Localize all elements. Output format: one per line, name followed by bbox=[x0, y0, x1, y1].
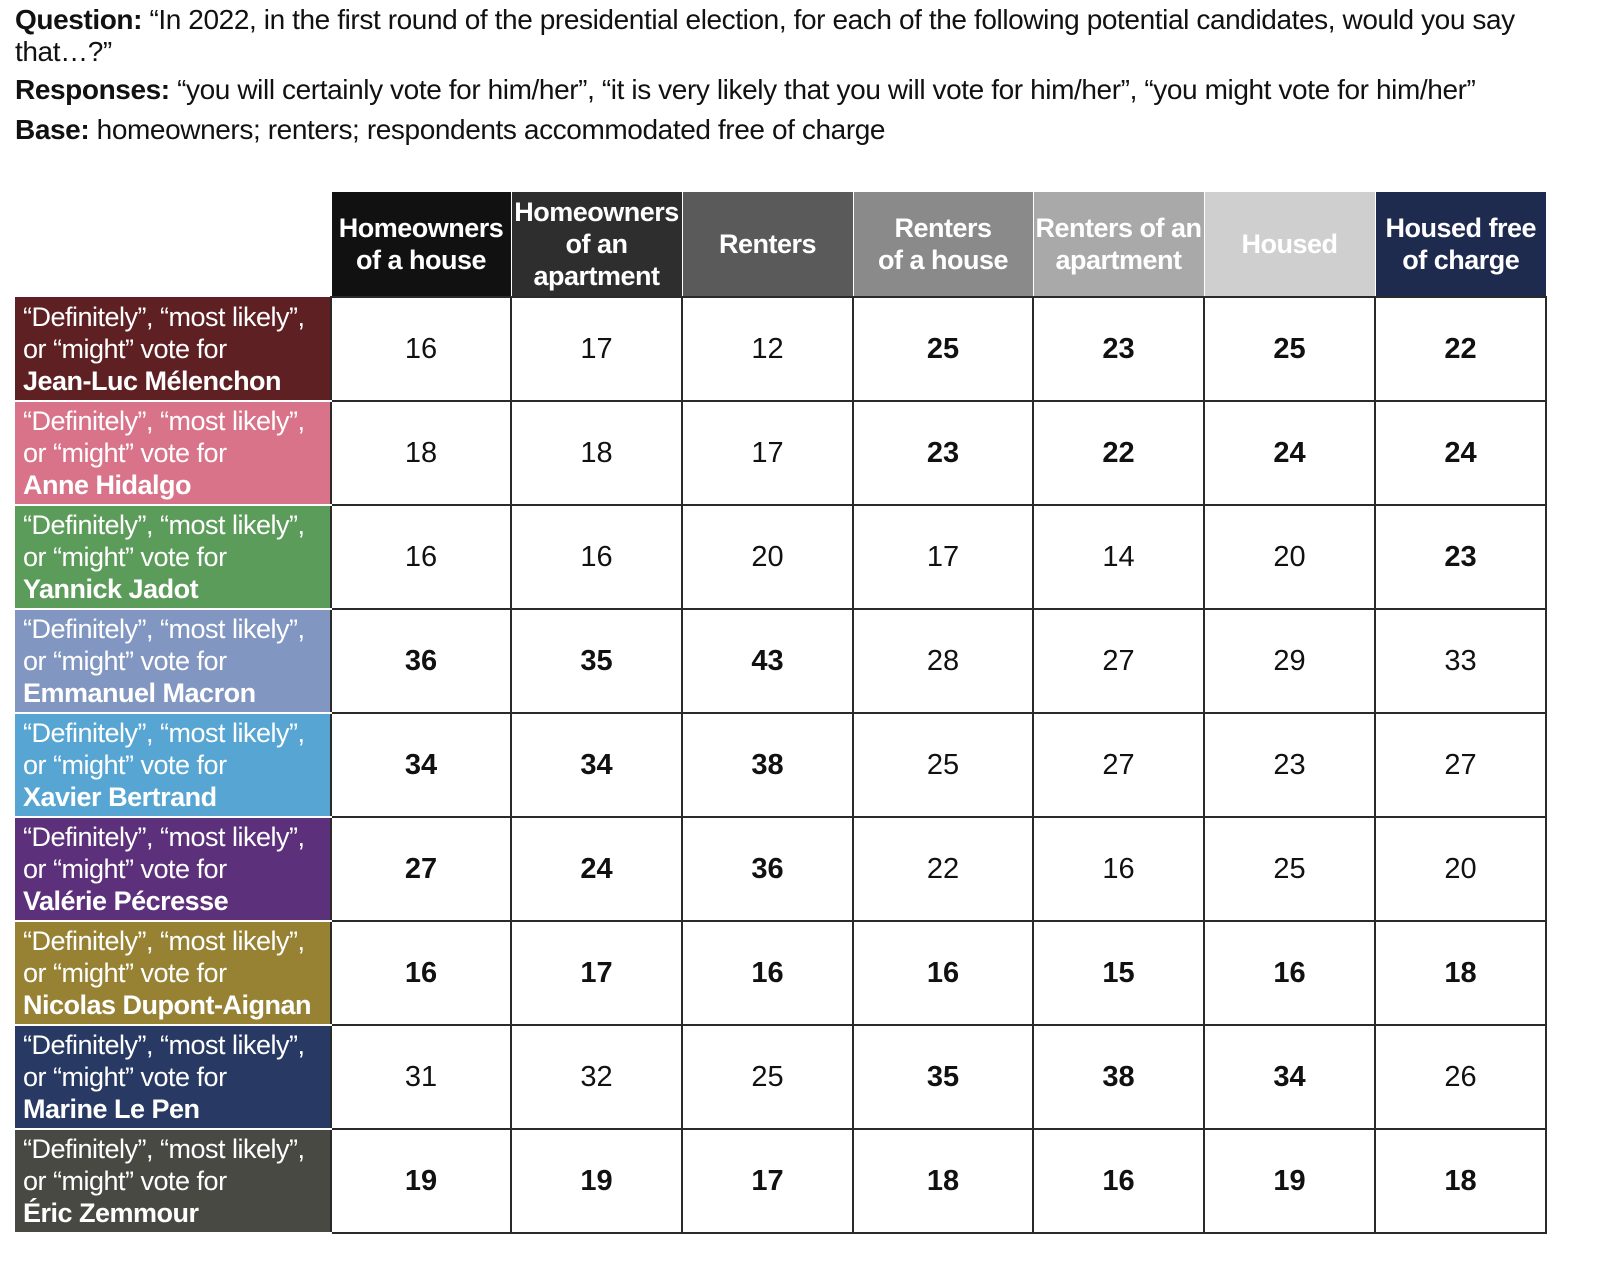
row-label-prefix-2: or “might” vote for bbox=[23, 1062, 227, 1092]
value-cell: 17 bbox=[682, 1129, 853, 1233]
value-cell: 38 bbox=[1033, 1025, 1204, 1129]
column-header-line: of a house bbox=[877, 245, 1008, 275]
column-header-line: Homeowners bbox=[514, 197, 679, 227]
column-header bbox=[853, 192, 1033, 297]
value-cell: 16 bbox=[1033, 1129, 1204, 1233]
table-row bbox=[15, 713, 1546, 817]
row-label bbox=[15, 921, 331, 1025]
value-cell: 16 bbox=[853, 921, 1033, 1025]
value-cell: 27 bbox=[1033, 713, 1204, 817]
table-row bbox=[15, 1129, 1546, 1233]
column-header-line: Renters bbox=[718, 229, 817, 259]
value-cell: 27 bbox=[1375, 713, 1546, 817]
value-cell: 16 bbox=[331, 505, 511, 609]
row-label bbox=[15, 1129, 331, 1233]
column-header bbox=[331, 192, 511, 297]
row-label-prefix-1: “Definitely”, “most likely”, bbox=[23, 406, 305, 436]
row-label-prefix-1: “Definitely”, “most likely”, bbox=[23, 510, 305, 540]
row-label-prefix-1: “Definitely”, “most likely”, bbox=[23, 614, 305, 644]
value-cell: 23 bbox=[1033, 297, 1204, 401]
column-header-line: Homeowners bbox=[338, 213, 504, 243]
column-header bbox=[1033, 192, 1204, 297]
value-cell: 27 bbox=[331, 817, 511, 921]
value-cell: 31 bbox=[331, 1025, 511, 1129]
value-cell: 25 bbox=[853, 297, 1033, 401]
value-cell: 17 bbox=[853, 505, 1033, 609]
row-label-prefix-1: “Definitely”, “most likely”, bbox=[23, 1134, 305, 1164]
value-cell: 38 bbox=[682, 713, 853, 817]
row-label-prefix-2: or “might” vote for bbox=[23, 854, 227, 884]
responses-text: “you will certainly vote for him/her”, “it is very likely that you will vote for him/her”, “you might vote for him/her” bbox=[177, 74, 1476, 105]
value-cell: 19 bbox=[511, 1129, 682, 1233]
value-cell: 16 bbox=[331, 921, 511, 1025]
candidate-name: Nicolas Dupont-Aignan bbox=[23, 990, 311, 1020]
column-header-line: of charge bbox=[1402, 245, 1520, 275]
value-cell: 43 bbox=[682, 609, 853, 713]
value-cell: 19 bbox=[331, 1129, 511, 1233]
value-cell: 17 bbox=[682, 401, 853, 505]
value-cell: 25 bbox=[1204, 817, 1375, 921]
table-row bbox=[15, 1025, 1546, 1129]
table-row bbox=[15, 921, 1546, 1025]
column-header-line: of an bbox=[565, 229, 628, 259]
candidate-name: Xavier Bertrand bbox=[23, 782, 217, 812]
value-cell: 20 bbox=[1375, 817, 1546, 921]
value-cell: 23 bbox=[1204, 713, 1375, 817]
value-cell: 16 bbox=[682, 921, 853, 1025]
candidate-name: Emmanuel Macron bbox=[23, 678, 256, 708]
column-header bbox=[1204, 192, 1375, 297]
intro-text bbox=[15, 4, 1575, 154]
column-header-line: Housed bbox=[1241, 229, 1338, 259]
value-cell: 18 bbox=[853, 1129, 1033, 1233]
value-cell: 14 bbox=[1033, 505, 1204, 609]
row-label-prefix-2: or “might” vote for bbox=[23, 1166, 227, 1196]
row-label-prefix-1: “Definitely”, “most likely”, bbox=[23, 822, 305, 852]
value-cell: 23 bbox=[1375, 505, 1546, 609]
column-header bbox=[1375, 192, 1546, 297]
row-label-prefix-1: “Definitely”, “most likely”, bbox=[23, 1030, 305, 1060]
candidate-name: Éric Zemmour bbox=[23, 1198, 199, 1228]
question-text: “In 2022, in the first round of the presidential election, for each of the following potential candidates, would you say that…?” bbox=[15, 4, 1515, 67]
value-cell: 34 bbox=[331, 713, 511, 817]
results-table bbox=[15, 192, 1547, 1234]
table-row bbox=[15, 505, 1546, 609]
column-header-line: Housed free bbox=[1385, 213, 1537, 243]
row-label-prefix-2: or “might” vote for bbox=[23, 438, 227, 468]
value-cell: 29 bbox=[1204, 609, 1375, 713]
value-cell: 35 bbox=[511, 609, 682, 713]
value-cell: 35 bbox=[853, 1025, 1033, 1129]
base-label: Base: bbox=[15, 114, 90, 145]
candidate-name: Marine Le Pen bbox=[23, 1094, 200, 1124]
value-cell: 27 bbox=[1033, 609, 1204, 713]
column-header-line: of a house bbox=[355, 245, 486, 275]
responses-line bbox=[15, 74, 1575, 106]
header-row bbox=[15, 192, 1546, 297]
value-cell: 16 bbox=[1033, 817, 1204, 921]
responses-label: Responses: bbox=[15, 74, 170, 105]
table-body bbox=[15, 297, 1546, 1233]
value-cell: 24 bbox=[1204, 401, 1375, 505]
row-label-prefix-2: or “might” vote for bbox=[23, 646, 227, 676]
row-label-prefix-2: or “might” vote for bbox=[23, 542, 227, 572]
row-label-prefix-2: or “might” vote for bbox=[23, 958, 227, 988]
value-cell: 32 bbox=[511, 1025, 682, 1129]
value-cell: 24 bbox=[1375, 401, 1546, 505]
value-cell: 34 bbox=[1204, 1025, 1375, 1129]
row-label bbox=[15, 401, 331, 505]
value-cell: 23 bbox=[853, 401, 1033, 505]
question-line bbox=[15, 4, 1575, 68]
candidate-name: Yannick Jadot bbox=[23, 574, 199, 604]
column-header-line: apartment bbox=[533, 261, 660, 291]
row-label-prefix-1: “Definitely”, “most likely”, bbox=[23, 301, 305, 332]
column-header-line: Renters of an bbox=[1035, 213, 1202, 243]
value-cell: 22 bbox=[853, 817, 1033, 921]
value-cell: 36 bbox=[331, 609, 511, 713]
question-label: Question: bbox=[15, 4, 143, 35]
value-cell: 16 bbox=[1204, 921, 1375, 1025]
base-text: homeowners; renters; respondents accommodated free of charge bbox=[96, 114, 886, 145]
row-label bbox=[15, 297, 331, 401]
table-row bbox=[15, 609, 1546, 713]
candidate-name: Valérie Pécresse bbox=[23, 886, 229, 916]
value-cell: 19 bbox=[1204, 1129, 1375, 1233]
row-label bbox=[15, 505, 331, 609]
corner-cell bbox=[15, 192, 331, 297]
value-cell: 20 bbox=[682, 505, 853, 609]
value-cell: 17 bbox=[511, 297, 682, 401]
table-row bbox=[15, 817, 1546, 921]
value-cell: 25 bbox=[682, 1025, 853, 1129]
value-cell: 33 bbox=[1375, 609, 1546, 713]
row-label-prefix-2: or “might” vote for bbox=[23, 333, 227, 364]
value-cell: 34 bbox=[511, 713, 682, 817]
column-header-line: apartment bbox=[1055, 245, 1182, 275]
column-header bbox=[511, 192, 682, 297]
row-label bbox=[15, 713, 331, 817]
row-label-prefix-1: “Definitely”, “most likely”, bbox=[23, 926, 305, 956]
value-cell: 28 bbox=[853, 609, 1033, 713]
value-cell: 24 bbox=[511, 817, 682, 921]
table-row bbox=[15, 401, 1546, 505]
candidate-name: Anne Hidalgo bbox=[23, 470, 191, 500]
row-label-prefix-2: or “might” vote for bbox=[23, 750, 227, 780]
value-cell: 25 bbox=[853, 713, 1033, 817]
value-cell: 18 bbox=[511, 401, 682, 505]
value-cell: 17 bbox=[511, 921, 682, 1025]
value-cell: 22 bbox=[1033, 401, 1204, 505]
value-cell: 16 bbox=[331, 297, 511, 401]
value-cell: 36 bbox=[682, 817, 853, 921]
row-label-prefix-1: “Definitely”, “most likely”, bbox=[23, 718, 305, 748]
value-cell: 18 bbox=[331, 401, 511, 505]
column-header-line: Renters bbox=[894, 213, 992, 243]
value-cell: 15 bbox=[1033, 921, 1204, 1025]
row-label bbox=[15, 609, 331, 713]
value-cell: 26 bbox=[1375, 1025, 1546, 1129]
row-label bbox=[15, 817, 331, 921]
value-cell: 18 bbox=[1375, 1129, 1546, 1233]
table-row bbox=[15, 297, 1546, 401]
base-line bbox=[15, 114, 1575, 146]
candidate-name: Jean-Luc Mélenchon bbox=[23, 365, 282, 396]
value-cell: 12 bbox=[682, 297, 853, 401]
value-cell: 25 bbox=[1204, 297, 1375, 401]
value-cell: 18 bbox=[1375, 921, 1546, 1025]
column-header bbox=[682, 192, 853, 297]
value-cell: 22 bbox=[1375, 297, 1546, 401]
value-cell: 16 bbox=[511, 505, 682, 609]
value-cell: 20 bbox=[1204, 505, 1375, 609]
row-label bbox=[15, 1025, 331, 1129]
